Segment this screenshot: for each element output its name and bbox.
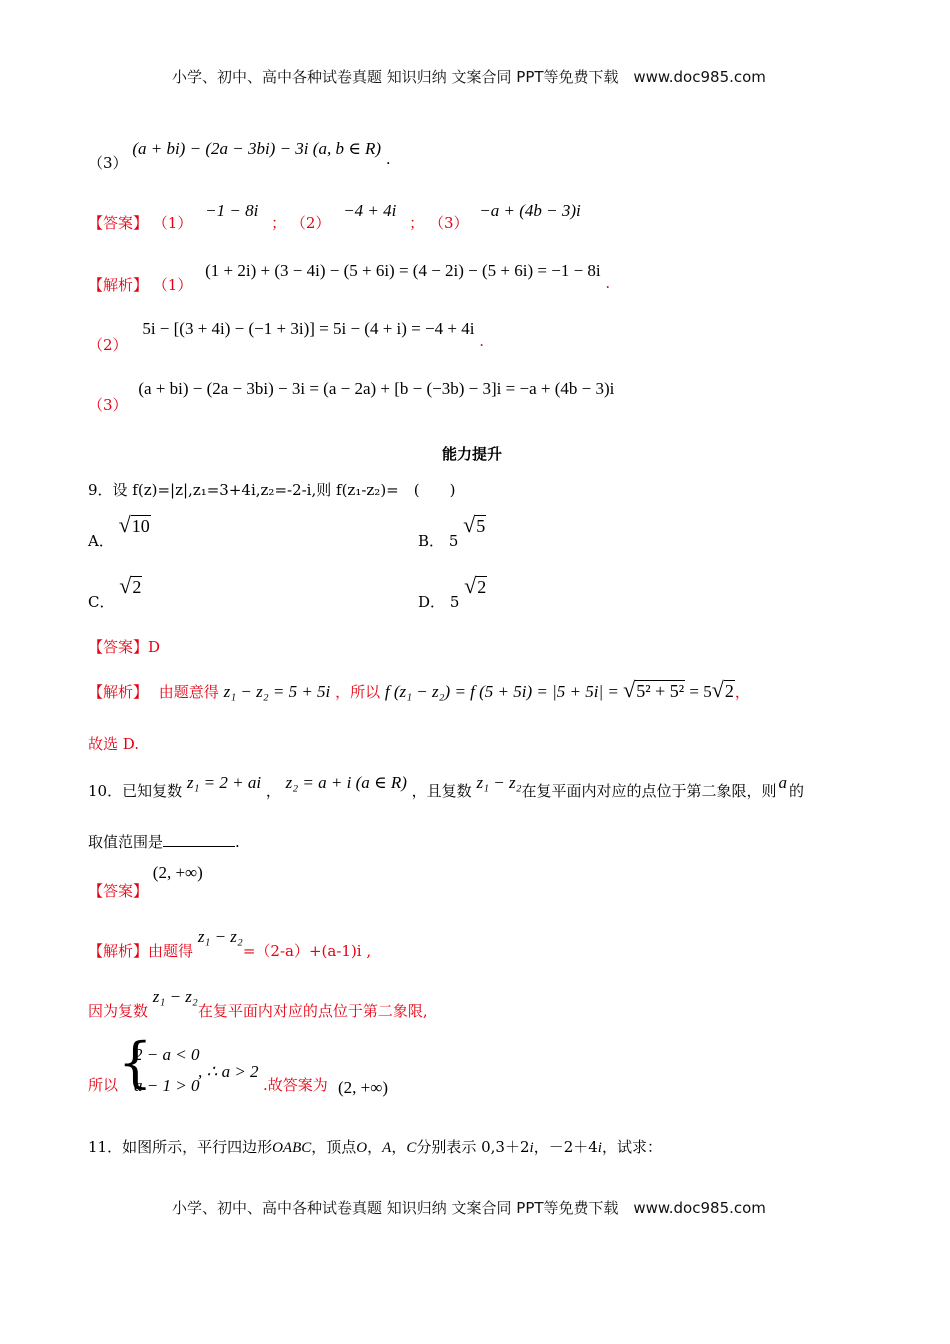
q10-explanation-label: 【解析】 [88,942,149,960]
answer-part1-num: （1） [152,214,193,232]
q10-explanation2-math: z₁ − z₂ [152,987,198,1006]
q10-line2-text: 取值范围是 [88,833,164,851]
section-title: 能力提升 [442,445,503,463]
option-c-label: C． [88,593,115,611]
q10-math1: z₁ = 2 + ai [186,773,262,792]
option-a-label: A． [88,532,114,550]
q11-math1: OABC [272,1140,312,1156]
answer-sep1: ； [271,214,287,232]
answer-part3-num: （3） [428,214,469,232]
system-line2: a − 1 > 0 [134,1076,200,1095]
q9-answer-label: 【答案】 [88,638,149,656]
q11-text3: ， [367,1138,383,1156]
option-d-coef: 5 [449,593,460,611]
answer-label: 【答案】 [88,214,149,232]
explanation-part2-num: （2） [88,336,128,354]
explanation-part1-end: . [605,274,611,292]
q10-explanation-2 [88,986,428,1020]
q8-explanation-2 [88,318,484,354]
q9-explanation [88,677,750,703]
q10-end: . [235,833,240,851]
explanation-part1-expr: (1 + 2i) + (3 − 4i) − (5 + 6i) = (4 − 2i) − (5 + 6i) = −1 − 8i [205,261,601,280]
option-d-label: D． [418,593,446,611]
q11-math2: O [356,1140,368,1156]
q10-answer-value: (2, +∞) [152,863,203,882]
option-a-radicand: 10 [131,516,150,536]
q9-explanation-math3: = 5 [685,682,712,701]
explanation-part2-end: . [479,332,484,350]
q9-explanation-sqrt2: √2 [711,677,734,702]
q9-explanation-radicand: 5² + 5² [636,681,685,701]
q9-explanation-text3: ， [734,683,750,701]
q9-conclusion: 故选 D. [88,735,140,753]
q10-stem-line2 [88,831,240,852]
q9-explanation-math2: f (z₁ − z₂) = f (5 + 5i) = |5 + 5i| = [384,682,624,701]
q11-stem [88,1136,662,1157]
q8-part3-num: （3） [88,154,128,172]
q10-text2: ， [265,782,281,800]
explanation-part1-num: （1） [152,276,193,294]
q9-answer [88,636,160,657]
q9-option-d [418,573,487,611]
answer-part3-val: −a + (4b − 3)i [479,201,581,220]
q11-text1: 11．如图所示，平行四边形 [88,1138,273,1156]
q9-explanation-text1: 由题意得 [158,683,219,701]
left-brace-icon: { [118,1031,153,1094]
q9-option-b [418,512,486,550]
q9-option-c [88,573,142,611]
header-url: www.doc985.com [633,68,766,86]
q10-explanation3-value: (2, +∞) [338,1078,389,1097]
q9-explanation-math1: z₁ − z₂ = 5 + 5i [223,682,331,701]
q10-text1: 10．已知复数 [88,782,183,800]
answer-sep2: ； [409,214,425,232]
q10-text5: 的 [789,782,805,800]
q9-explanation-text2: ，所以 [335,683,381,701]
q10-explanation2-text2: 在复平面内对应的点位于第二象限, [197,1002,428,1020]
option-c-radicand: 2 [132,577,142,597]
q10-explanation2-text1: 因为复数 [88,1002,149,1020]
q11-math4: C [406,1140,417,1156]
q11-text6: ，－2＋4 [533,1138,598,1156]
q10-explanation3-text: 所以 [88,1076,119,1094]
q11-math5: i [529,1140,534,1156]
explanation-part3-num: （3） [88,396,128,414]
q9-explanation-radicand2: 2 [724,681,734,701]
answer-part1-val: −1 − 8i [205,201,259,220]
q10-text4: 在复平面内对应的点位于第二象限，则 [521,782,777,800]
q9-explanation-label: 【解析】 [88,683,149,701]
header-text: 小学、初中、高中各种试卷真题 知识归纳 文案合同 PPT等免费下载 [172,68,619,86]
option-d-radicand: 2 [477,577,487,597]
q9-stem: 9．设 f(z)=|z|,z₁=3+4i,z₂=-2-i,则 f(z₁-z₂)= ( ) [88,481,456,499]
q8-part3-end: . [385,150,391,168]
option-b-label: B． [418,532,445,550]
page-footer [172,1197,766,1218]
option-d-value: √2 [464,573,487,598]
explanation-part3-expr: (a + bi) − (2a − 3bi) − 3i = (a − 2a) + [b − (−3b) − 3]i = −a + (4b − 3)i [138,379,615,398]
option-b-coef: 5 [448,532,459,550]
q11-text5: 分别表示 0,3＋2 [416,1138,530,1156]
q10-explanation-1 [88,926,372,960]
q9-option-a [88,512,151,550]
q8-explanation-1 [88,260,611,294]
q10-math4: a [778,773,788,792]
q10-explanation-text1: 由题得 [148,942,194,960]
q10-explanation3-text2: .故答案为 [263,1076,328,1094]
option-b-value: √5 [463,512,486,537]
q10-stem-line1 [88,772,805,800]
q11-text7: ，试求： [601,1138,662,1156]
footer-text: 小学、初中、高中各种试卷真题 知识归纳 文案合同 PPT等免费下载 [172,1199,619,1217]
q9-explanation-sqrt: √5² + 5² [623,677,685,702]
q10-math3: z₁ − z₂ [476,773,522,792]
q8-part3 [88,138,391,172]
q11-text4: ， [391,1138,407,1156]
q11-math3: A [382,1140,392,1156]
q8-answer [88,200,581,232]
q8-explanation-3 [88,378,615,414]
q8-part3-expr: (a + bi) − (2a − 3bi) − 3i (a, b ∈ R) [132,139,382,158]
q10-answer [88,862,203,900]
q10-answer-label: 【答案】 [88,882,149,900]
q10-explanation-text2: =（2-a）+(a-1)i , [242,942,372,960]
page-header [172,66,766,87]
answer-blank [163,832,235,847]
answer-part2-val: −4 + 4i [343,201,397,220]
q10-text3: ，且复数 [411,782,472,800]
option-a-value: √10 [118,512,150,537]
system-line1: 2 − a < 0 [134,1045,200,1064]
system-conclusion: , ∴ a > 2 [198,1062,259,1081]
q10-explanation-math1: z₁ − z₂ [197,927,243,946]
q10-math2: z₂ = a + i (a ∈ R) [285,773,407,792]
option-b-radicand: 5 [476,516,486,536]
explanation-part2-expr: 5i − [(3 + 4i) − (−1 + 3i)] = 5i − (4 + i) = −4 + 4i [142,319,475,338]
footer-url: www.doc985.com [633,1199,766,1217]
q11-math6: i [597,1140,602,1156]
answer-part2-num: （2） [290,214,331,232]
option-c-value: √2 [119,573,142,598]
q9-answer-value: D [148,638,161,656]
q11-text2: ，顶点 [311,1138,357,1156]
explanation-label: 【解析】 [88,276,149,294]
